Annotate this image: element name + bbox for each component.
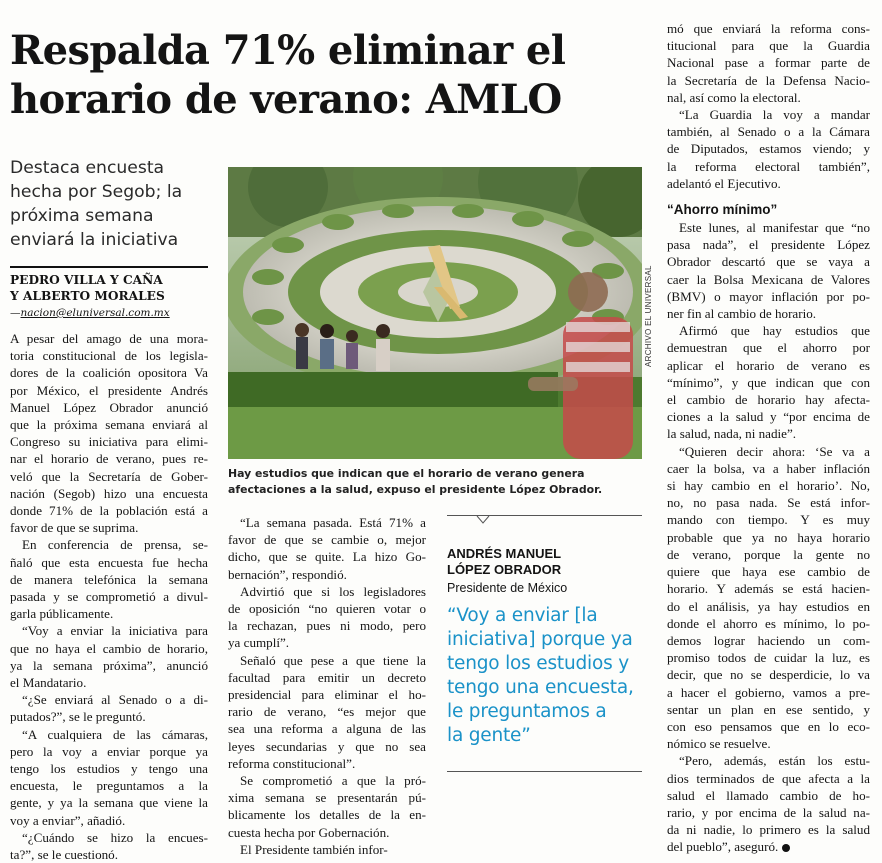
text-line: pasa nada”, el presidente López [667, 237, 870, 253]
text-line: también, al Senado o a la Cámara [667, 124, 870, 140]
text-line: a hacer el gobierno, vamos a pre- [667, 684, 870, 700]
text-line: cuesta hecha por Gobernación. [228, 824, 390, 840]
text-line: del pueblo”, aseguró. [667, 839, 779, 855]
paragraph [667, 752, 870, 855]
text-line: “¿Cuándo se hizo la encues- [22, 829, 208, 845]
text-line: caer la Bolsa Mexicana de Valores [667, 271, 870, 287]
deck-line: próxima semana [10, 206, 154, 226]
text-line: favor de que se suprima. [10, 520, 139, 536]
text-line: toria constitucional de los legisla- [10, 348, 208, 364]
text-line: nación (Segob) hizo una encuesta [10, 485, 208, 501]
pull-quote-line: tengo una encuesta, [447, 677, 634, 698]
paragraph [667, 443, 870, 753]
paragraph [228, 772, 426, 841]
text-line: caer la bolsa, va a haber inflación [667, 460, 870, 476]
speaker-name-line: LÓPEZ OBRADOR [447, 562, 562, 577]
text-line: probable que ya no haya horario [667, 529, 870, 545]
caption-line: afectaciones a la salud, expuso el presidente López Obrador. [228, 483, 603, 496]
text-line: voy a enviar”, añadió. [10, 812, 126, 828]
speaker-name-line: ANDRÉS MANUEL [447, 546, 562, 561]
text-line: pasada y se comprometió a divul- [10, 589, 208, 605]
text-line: rario de verano, “es mejor que [228, 704, 426, 720]
article-column-3 [667, 20, 870, 856]
text-line: Obrador descartó que se vaya a [667, 254, 870, 270]
byline-line-1: PEDRO VILLA Y CAÑA [10, 273, 163, 287]
text-line: de oposición “no quieren votar o [228, 601, 426, 617]
text-line: con eso pensamos que en lo eco- [667, 718, 870, 734]
text-line: la Secretaría de la Defensa Nacio- [667, 72, 870, 88]
deck-subheading [10, 156, 210, 252]
text-line: el cambio de horario hay afecta- [667, 392, 870, 408]
end-of-article-mark [782, 844, 790, 852]
text-line: Manuel López Obrador anunció [10, 399, 208, 415]
quote-pointer-icon [476, 515, 490, 529]
byline-line-2: Y ALBERTO MORALES [10, 289, 165, 303]
text-line: dicho, que se quite. La hizo Go- [228, 549, 426, 565]
text-line: aplicar el horario de verano es [667, 357, 870, 373]
headline [10, 26, 662, 124]
text-line: que no haya el cambio de horario, [10, 640, 208, 656]
text-line: la salud, nada, ni nadie”. [667, 426, 797, 442]
text-line: (BMV) o mayor inflación por po- [667, 288, 870, 304]
byline [10, 272, 210, 304]
text-line: ciones a la salud y “por encima de [667, 409, 870, 425]
text-line: gente, y ya la semana que viene la [10, 795, 208, 811]
text-line: donde el ahorro es mínimo, lo po- [667, 615, 870, 631]
text-line: Se comprometió a que la pró- [240, 773, 426, 789]
text-line: ner fin al cambio de horario. [667, 306, 817, 322]
article-column-1 [10, 330, 208, 863]
text-line: Señaló que pese a que tiene la [240, 652, 426, 668]
text-line: Este lunes, al manifestar que “no [679, 220, 870, 236]
deck-line: Destaca encuesta [10, 158, 165, 178]
text-line: salud el llamado cambio de ho- [667, 787, 870, 803]
text-line: promiso todos de cuidar la luz, es [667, 650, 870, 666]
article-column-2 [228, 514, 426, 858]
deck-line: enviará la iniciativa [10, 230, 179, 250]
deck-line: hecha por Segob; la [10, 182, 183, 202]
paragraph [10, 330, 208, 536]
text-line: pero la voy a enviar porque ya [10, 743, 208, 759]
pull-quote [447, 604, 642, 748]
text-line: “Voy a enviar la iniciativa para [22, 623, 208, 639]
pull-quote-line: la gente” [447, 725, 531, 746]
email-address[interactable]: nacion@eluniversal.com.mx [20, 307, 170, 319]
text-line: “¿Se enviará al Senado o a di- [22, 692, 208, 708]
text-line: dores de la coalición opositora Va [10, 365, 208, 381]
pull-quote-line: le preguntamos a [447, 701, 607, 722]
text-line: leyes secundarias y que no sea [228, 738, 426, 754]
byline-rule [10, 266, 208, 268]
paragraph [667, 322, 870, 442]
text-line: mó que enviará la reforma cons- [667, 21, 870, 36]
text-line: demos lograr haciendo un com- [667, 632, 870, 648]
clock-garden-photo [228, 167, 642, 459]
paragraph [228, 652, 426, 772]
pull-quote-line: tengo los estudios y [447, 653, 629, 674]
photo-credit [644, 167, 656, 367]
text-line: rario, y por encima de la salud na- [667, 804, 870, 820]
text-line: “La Guardia la voy a mandar [679, 107, 870, 123]
paragraph [10, 536, 208, 622]
text-line: de verano, porque la gente no [667, 546, 870, 562]
text-line: reforma constitucional”. [228, 755, 356, 771]
pull-quote-line: iniciativa] porque ya [447, 629, 633, 650]
text-line: ta?”, se le cuestionó. [10, 847, 118, 863]
text-line: que la próxima semana enviará al [10, 417, 208, 433]
headline-line-1: Respalda 71% eliminar el [10, 27, 566, 74]
text-line: Afirmó que hay estudios que [679, 323, 870, 339]
paragraph [10, 829, 208, 863]
quote-speaker-name [447, 546, 561, 578]
text-line: adelantó el Ejecutivo. [667, 175, 781, 191]
paragraph [228, 841, 426, 858]
text-line: El Presidente también infor- [240, 841, 388, 857]
text-line: veló que la Secretaría de Gober- [10, 468, 208, 484]
text-line: horario. Y además se está hacien- [667, 581, 870, 597]
paragraph [228, 514, 426, 583]
text-line: facultad para emitir un decreto [228, 669, 426, 685]
text-line: demuestran que el ahorro por [667, 340, 870, 356]
text-line: ya cumplí”. [228, 635, 290, 651]
text-line: de manera telefónica la semana [10, 571, 208, 587]
text-line: “mínimo”, y que indican que con [667, 374, 870, 390]
text-line: “A cualquiera de las cámaras, [22, 726, 208, 742]
paragraph [667, 219, 870, 322]
paragraph [228, 583, 426, 652]
text-line: Nacional pase a formar parte de [667, 55, 870, 71]
text-line: da ni nadie, lo primero es la salud [667, 822, 870, 838]
text-line: de Diputados, estamos viendo; y [667, 141, 870, 157]
text-line: xima semana se presentarán pú- [228, 790, 426, 806]
photo-caption [228, 466, 642, 498]
text-line: A pesar del amago de una mora- [10, 331, 208, 346]
text-line: Advirtió que si los legisladores [240, 583, 426, 599]
text-line: En conferencia de prensa, se- [22, 537, 208, 553]
paragraph [667, 106, 870, 192]
text-line: bernación”, respondió. [228, 566, 347, 582]
text-line: decir, que no se desperdicie, lo va [667, 667, 870, 683]
text-line: “Quieren decir ahora: ‘Se va a [679, 443, 870, 459]
quote-box-bottom-rule [447, 771, 642, 772]
paragraph [10, 622, 208, 691]
text-line: favor de que se cambie o, mejor [228, 532, 426, 548]
text-line: presidencial para eliminar el ho- [228, 687, 426, 703]
quote-speaker-role: Presidente de México [447, 581, 568, 595]
text-line: sentar un plan en ese sentido, y [667, 701, 870, 717]
text-line: do el análisis, ya hay estudios en [667, 598, 870, 614]
photo-credit-text: ARCHIVO EL UNIVERSAL [644, 265, 653, 367]
text-line: dios terminados de que afecta a la [667, 770, 870, 786]
text-line: ya la semana próxima”, anunció [10, 657, 208, 673]
text-line: por México, el presidente Andrés [10, 382, 208, 398]
text-line: no, no pasa nada. Se está infor- [667, 495, 870, 511]
text-line: nal, así como la electoral. [667, 89, 801, 105]
text-line: la rechazan, pues ni modo, pero [228, 618, 426, 634]
text-line: nar el horario de verano, pues re- [10, 451, 208, 467]
text-line: sea una reforma a alguna de las [228, 721, 426, 737]
subheading: “Ahorro mínimo” [667, 202, 778, 218]
text-line: la reforma electoral también”, [667, 158, 870, 174]
text-line: putados?”, se le preguntó. [10, 709, 146, 725]
text-line: quiere que haya ese cambio de [667, 564, 870, 580]
text-line: nómico se resuelve. [667, 736, 771, 752]
text-line: donde 71% de la población está a [10, 503, 208, 519]
email-dash: — [10, 307, 21, 319]
text-line: “Pero, además, están los estu- [679, 753, 870, 769]
text-line: Congreso su iniciativa para elimi- [10, 434, 208, 450]
text-line: ñaló que esta encuesta fue hecha [10, 554, 208, 570]
paragraph [10, 726, 208, 829]
text-line: titucional para que la Guardia [667, 38, 870, 54]
pull-quote-line: “Voy a enviar [la [447, 605, 598, 626]
caption-line: Hay estudios que indican que el horario de verano genera [228, 467, 585, 480]
text-line: el Mandatario. [10, 675, 87, 691]
photo-illustration [228, 167, 642, 459]
text-line: blicamente los detalles de la en- [228, 807, 426, 823]
text-line: mando con tiempo. Y es muy [667, 512, 870, 528]
text-line: encuesta, le preguntamos a la [10, 778, 208, 794]
paragraph [667, 20, 870, 106]
text-line: tengo los estudios y tengo una [10, 761, 208, 777]
text-line: si hay cambio en el horario’. No, [667, 478, 870, 494]
author-email[interactable] [10, 306, 170, 320]
text-line: garla públicamente. [10, 606, 114, 622]
text-line: “La semana pasada. Está 71% a [240, 515, 426, 530]
headline-line-2: horario de verano: AMLO [10, 76, 562, 123]
paragraph [10, 691, 208, 725]
